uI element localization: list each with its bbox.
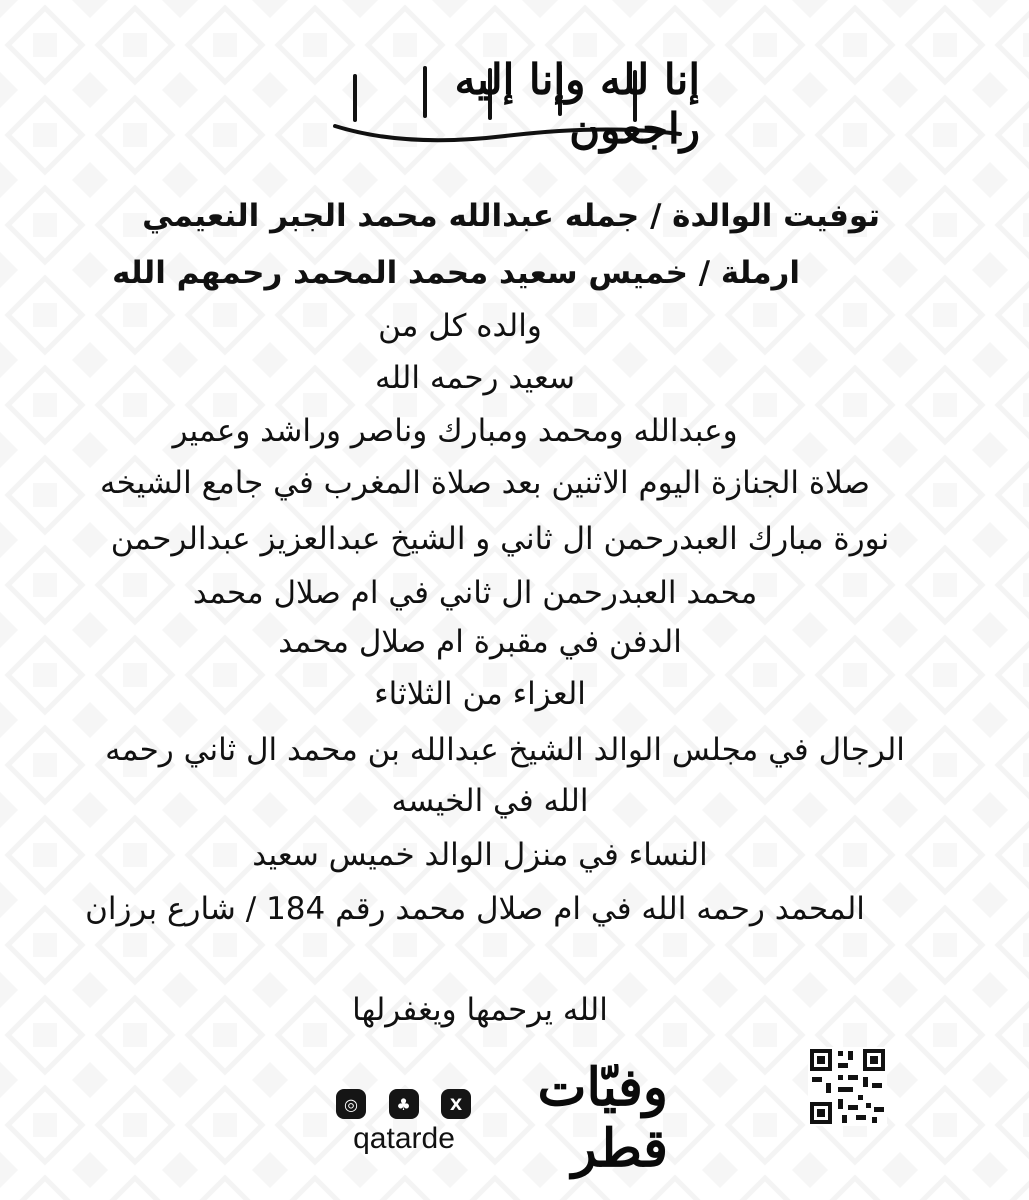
instagram-icon[interactable]: ◎ xyxy=(336,1089,366,1119)
announcement-line: المحمد رحمه الله في ام صلال محمد رقم 184 / شارع برزان xyxy=(85,891,865,927)
logo-text: وفيّات قطر xyxy=(537,1057,668,1179)
announcement-line: سعيد رحمه الله xyxy=(375,360,575,396)
snapchat-icon[interactable]: ♣ xyxy=(389,1089,419,1119)
announcement-line: النساء في منزل الوالد خميس سعيد xyxy=(252,837,708,873)
announcement-line: الرجال في مجلس الوالد الشيخ عبدالله بن محمد ال ثاني رحمه xyxy=(105,732,905,768)
quran-verse-calligraphy xyxy=(315,56,700,151)
announcement-line: صلاة الجنازة اليوم الاثنين بعد صلاة المغرب في جامع الشيخه xyxy=(100,465,870,501)
qr-code-icon[interactable] xyxy=(808,1047,887,1126)
announcement-line: محمد العبدرحمن ال ثاني في ام صلال محمد xyxy=(192,575,758,611)
announcement-line: العزاء من الثلاثاء xyxy=(374,676,586,712)
closing-prayer: الله يرحمها ويغفرلها xyxy=(352,992,608,1028)
announcement-line: والده كل من xyxy=(378,308,542,344)
social-links xyxy=(336,1089,471,1121)
announcement-line: وعبدالله ومحمد ومبارك وناصر وراشد وعمير xyxy=(172,413,738,449)
brand-handle: qatarde xyxy=(353,1122,455,1155)
quran-verse-text: إنا لله وإنا إليه راجعون xyxy=(454,54,700,153)
announcement-line: الدفن في مقبرة ام صلال محمد xyxy=(278,624,682,660)
headline-deceased: توفيت الوالدة / جمله عبدالله محمد الجبر النعيمي xyxy=(142,198,880,234)
announcement-line: نورة مبارك العبدرحمن ال ثاني و الشيخ عبدالعزيز عبدالرحمن xyxy=(110,521,890,557)
wafayat-qatar-logo xyxy=(478,1057,668,1179)
x-icon[interactable]: X xyxy=(441,1089,471,1119)
announcement-line: الله في الخيسه xyxy=(391,783,589,819)
headline-widow: ارملة / خميس سعيد محمد المحمد رحمهم الله xyxy=(112,255,800,291)
